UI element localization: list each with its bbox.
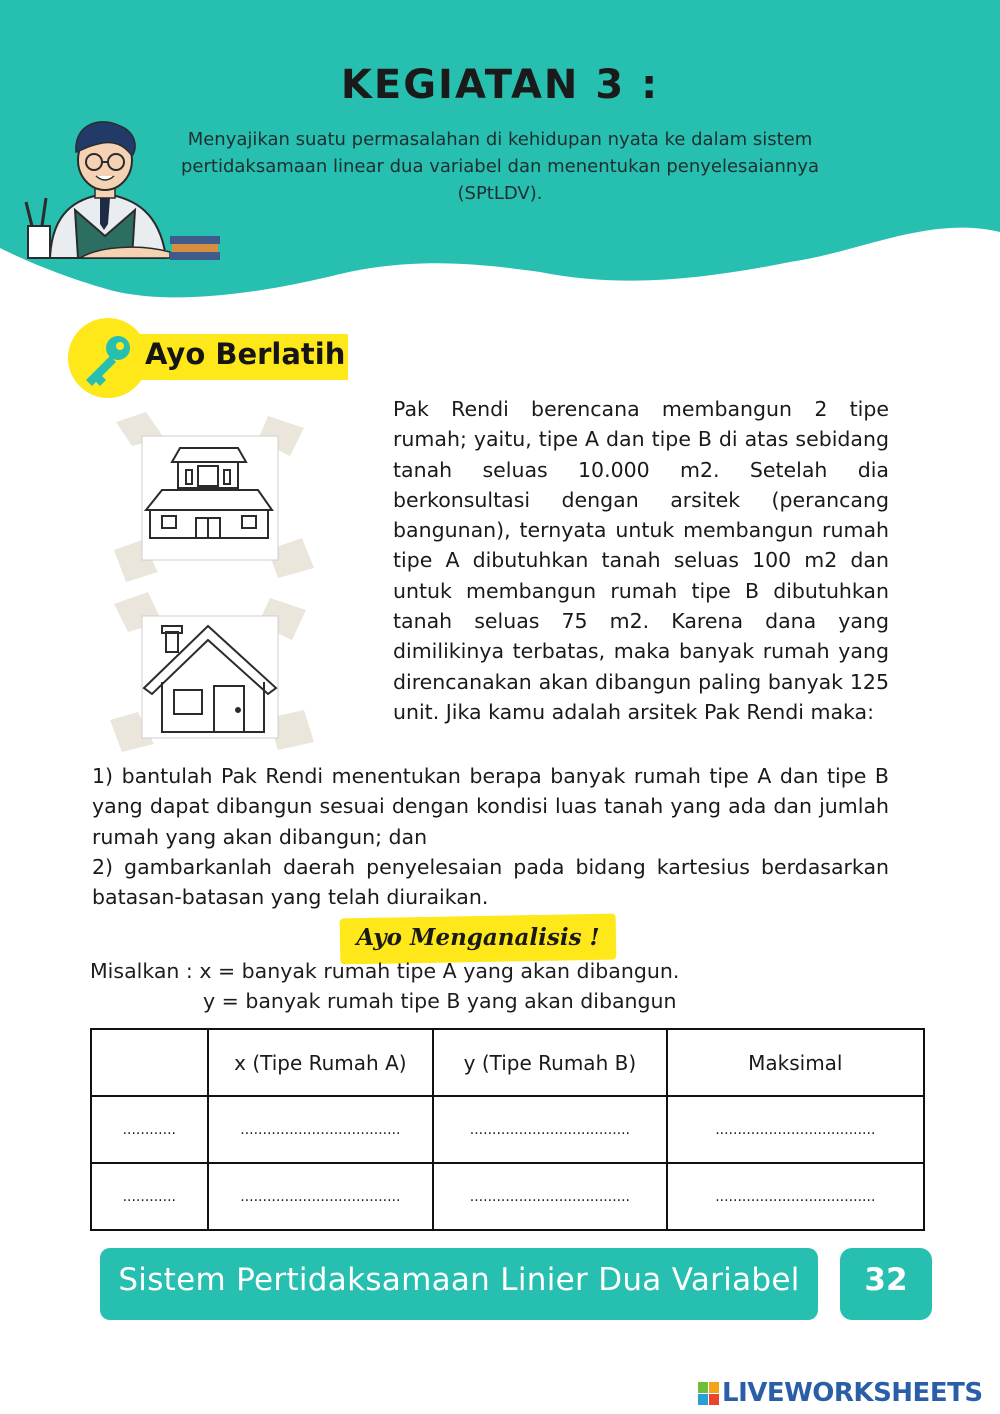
ayo-berlatih-label: Ayo Berlatih <box>145 337 346 371</box>
liveworksheets-watermark: LIVEWORKSHEETS <box>722 1378 983 1408</box>
ayo-menganalisis-label: Ayo Menganalisis ! <box>356 924 600 951</box>
answer-blank[interactable]: .................................... <box>208 1163 434 1230</box>
table-header-cell: y (Tipe Rumah B) <box>433 1029 667 1096</box>
liveworksheets-logo-icon <box>698 1382 720 1406</box>
house-a-picture <box>108 410 318 585</box>
pencil-cup-icon <box>26 198 50 258</box>
activity-description: Menyajikan suatu permasalahan di kehidupan nyata ke dalam sistem pertidaksamaan linear dua variabel dan menentukan penyelesaiannya (SPtLDV). <box>181 129 819 204</box>
answer-blank[interactable]: .................................... <box>667 1096 924 1163</box>
table-header-cell <box>91 1029 208 1096</box>
key-icon <box>76 330 140 390</box>
answer-blank[interactable]: .................................... <box>208 1096 434 1163</box>
footer-title: Sistem Pertidaksamaan Linier Dua Variabel <box>118 1262 800 1298</box>
task-2: 2) gambarkanlah daerah penyelesaian pada bidang kartesius berdasarkan batasan-batasan yang telah diuraikan. <box>92 855 889 910</box>
answer-blank[interactable]: .................................... <box>433 1163 667 1230</box>
page-number: 32 <box>864 1262 908 1298</box>
answer-blank[interactable]: ............ <box>91 1096 208 1163</box>
table-row <box>91 1096 924 1163</box>
table-header-row <box>91 1029 924 1096</box>
answer-blank[interactable]: ............ <box>91 1163 208 1230</box>
house-b-picture <box>108 592 318 752</box>
problem-story: Pak Rendi berencana membangun 2 tipe rumah; yaitu, tipe A dan tipe B di atas sebidang tanah seluas 10.000 m2. Setelah dia berkonsultasi dengan arsitek (perancang bangunan), ternyata untuk membangun rumah tipe A dibutuhkan tanah seluas 100 m2 dan untuk membangun rumah tipe B dibutuhkan tanah seluas 75 m2. Karena dana yang dimilikinya terbatas, maka banyak rumah yang direncanakan akan dibangun paling banyak 125 unit. Jika kamu adalah arsitek Pak Rendi maka: <box>393 397 889 724</box>
table-header-cell: Maksimal <box>667 1029 924 1096</box>
books-icon <box>170 236 220 260</box>
answer-blank[interactable]: .................................... <box>667 1163 924 1230</box>
task-1: 1) bantulah Pak Rendi menentukan berapa banyak rumah tipe A dan tipe B yang dapat dibangun sesuai dengan kondisi luas tanah yang ada dan jumlah rumah yang akan dibangun; dan <box>92 764 889 849</box>
answer-blank[interactable]: .................................... <box>433 1096 667 1163</box>
variable-definition-x: Misalkan : x = banyak rumah tipe A yang akan dibangun. <box>90 959 680 983</box>
variable-definition-y: y = banyak rumah tipe B yang akan dibangun <box>203 989 677 1013</box>
table-header-cell: x (Tipe Rumah A) <box>208 1029 434 1096</box>
table-row <box>91 1163 924 1230</box>
analysis-table <box>90 1028 925 1231</box>
page-title: KEGIATAN 3 : <box>340 62 660 108</box>
